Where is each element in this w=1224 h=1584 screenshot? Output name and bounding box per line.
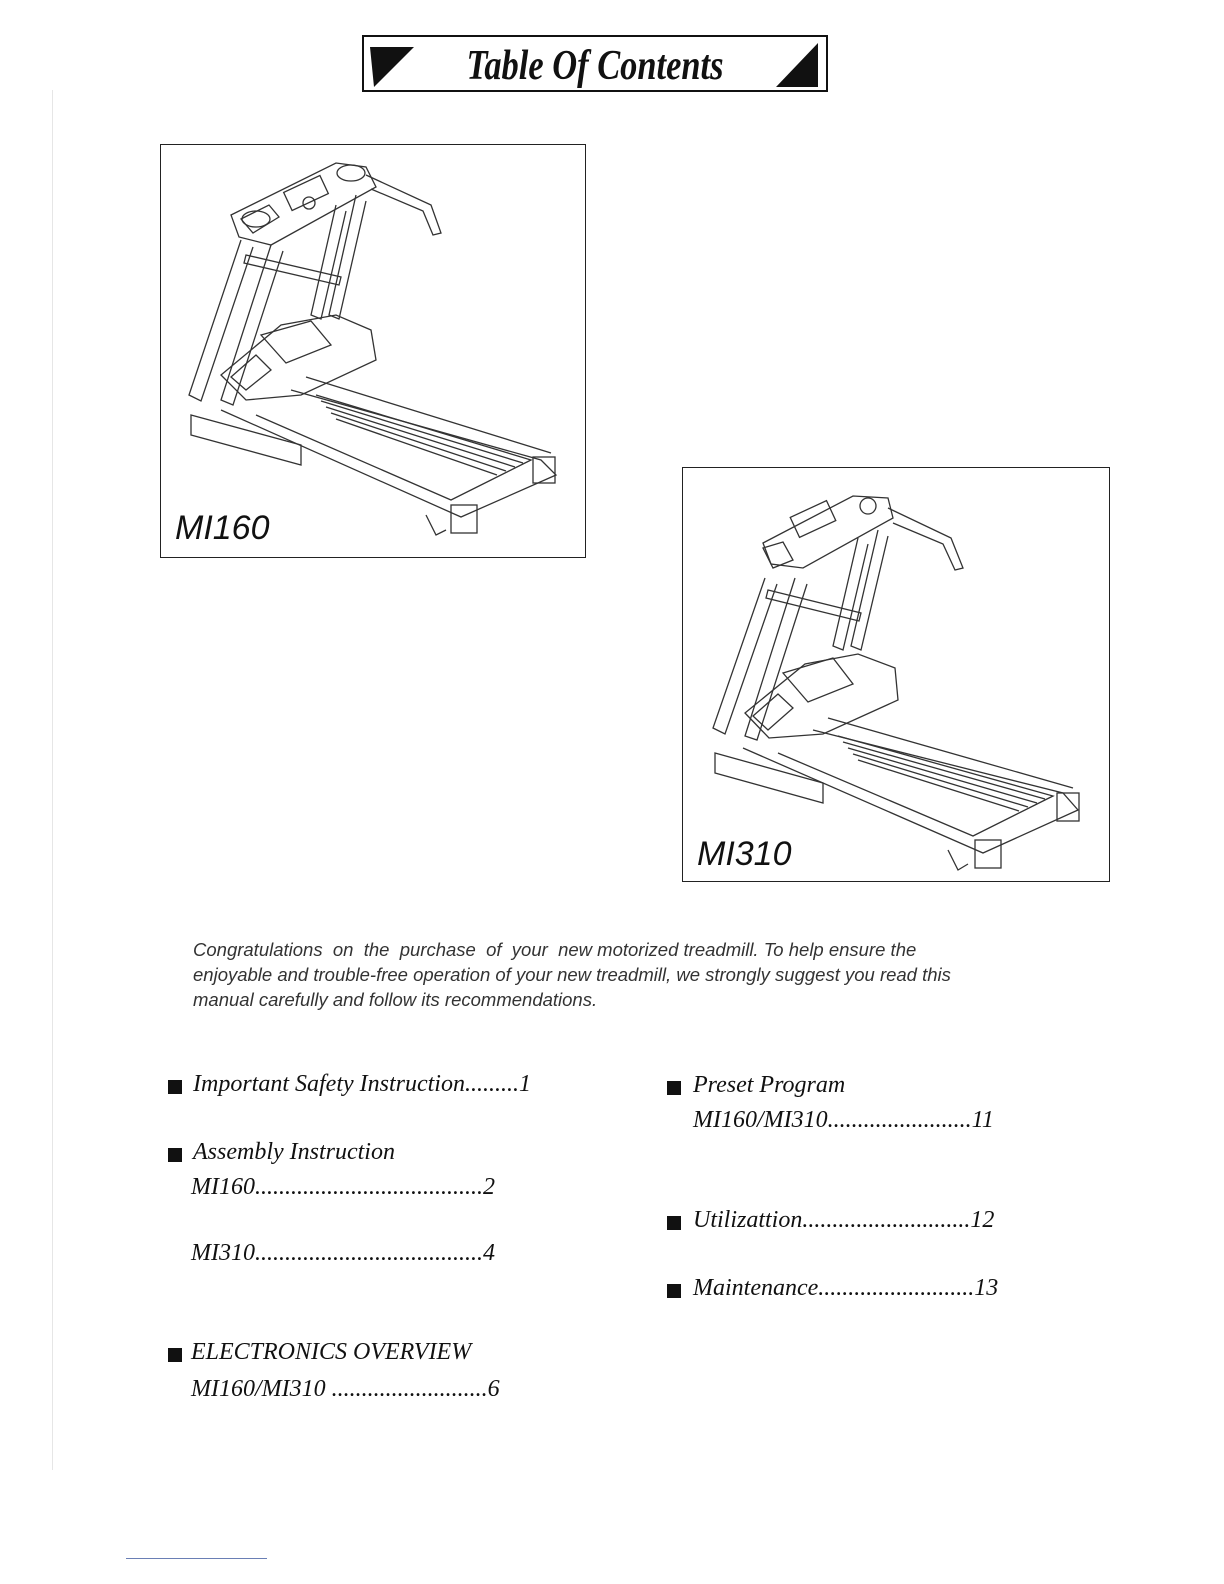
toc-page: 13: [974, 1275, 999, 1301]
figure-label-mi160: MI160: [175, 509, 270, 547]
toc-page: 6: [487, 1376, 500, 1402]
treadmill-drawing-mi160: [161, 145, 587, 559]
intro-line: manual carefully and follow its recommendations.: [193, 989, 598, 1010]
toc-entry-preset: [693, 1072, 845, 1099]
toc-page: 11: [971, 1107, 994, 1133]
toc-label: MI310: [191, 1240, 255, 1266]
bullet-icon: [168, 1080, 182, 1094]
toc-entry-assembly: [193, 1139, 395, 1166]
figure-mi310: [682, 467, 1110, 882]
toc-label: Maintenance: [693, 1275, 819, 1301]
toc-page: 2: [482, 1174, 495, 1200]
toc-entry-maintenance[interactable]: Maintenance..........................13: [693, 1275, 999, 1301]
toc-entry-utilization[interactable]: Utilizattion............................12: [693, 1207, 995, 1233]
intro-line: enjoyable and trouble-free operation of your new treadmill, we strongly suggest you read this: [193, 964, 951, 985]
toc-subentry-assembly-mi160[interactable]: MI160......................................2: [191, 1174, 495, 1200]
toc-page: 12: [970, 1207, 995, 1233]
page-title: Table Of Contents: [466, 43, 724, 89]
bullet-icon: [667, 1081, 681, 1095]
toc-page: 4: [482, 1240, 495, 1266]
intro-line: Congratulations on the purchase of your new motorized treadmill. To help ensure the: [193, 939, 917, 960]
toc-label: Assembly Instruction: [193, 1139, 395, 1165]
bullet-icon: [667, 1284, 681, 1298]
bullet-icon: [168, 1148, 182, 1162]
toc-entry-electronics: [191, 1339, 471, 1366]
bullet-icon: [667, 1216, 681, 1230]
footer-rule: [126, 1558, 267, 1559]
toc-label: MI160/MI310: [693, 1107, 828, 1133]
treadmill-drawing-mi310: [683, 468, 1111, 883]
figure-mi160: [160, 144, 586, 558]
intro-paragraph: [193, 937, 1033, 1012]
toc-entry-safety[interactable]: Important Safety Instruction.........1: [193, 1071, 531, 1097]
toc-subentry-assembly-mi310[interactable]: MI310......................................4: [191, 1240, 495, 1266]
toc-label: ELECTRONICS OVERVIEW: [191, 1339, 472, 1365]
toc-subentry-electronics[interactable]: MI160/MI310 ..........................6: [191, 1376, 500, 1402]
toc-label: MI160: [191, 1174, 255, 1200]
figure-label-mi310: MI310: [697, 835, 792, 873]
bullet-icon: [168, 1348, 182, 1362]
toc-label: Preset Program: [693, 1072, 846, 1098]
triangle-right-icon: [774, 41, 820, 89]
toc-page: 1: [518, 1071, 531, 1097]
scan-margin-shadow: [52, 90, 53, 1470]
title-banner: [362, 35, 828, 92]
toc-subentry-preset[interactable]: MI160/MI310........................11: [693, 1107, 994, 1133]
toc-label: Utilizattion: [693, 1207, 803, 1233]
toc-label: Important Safety Instruction: [193, 1071, 465, 1097]
toc-label: MI160/MI310: [191, 1376, 326, 1402]
